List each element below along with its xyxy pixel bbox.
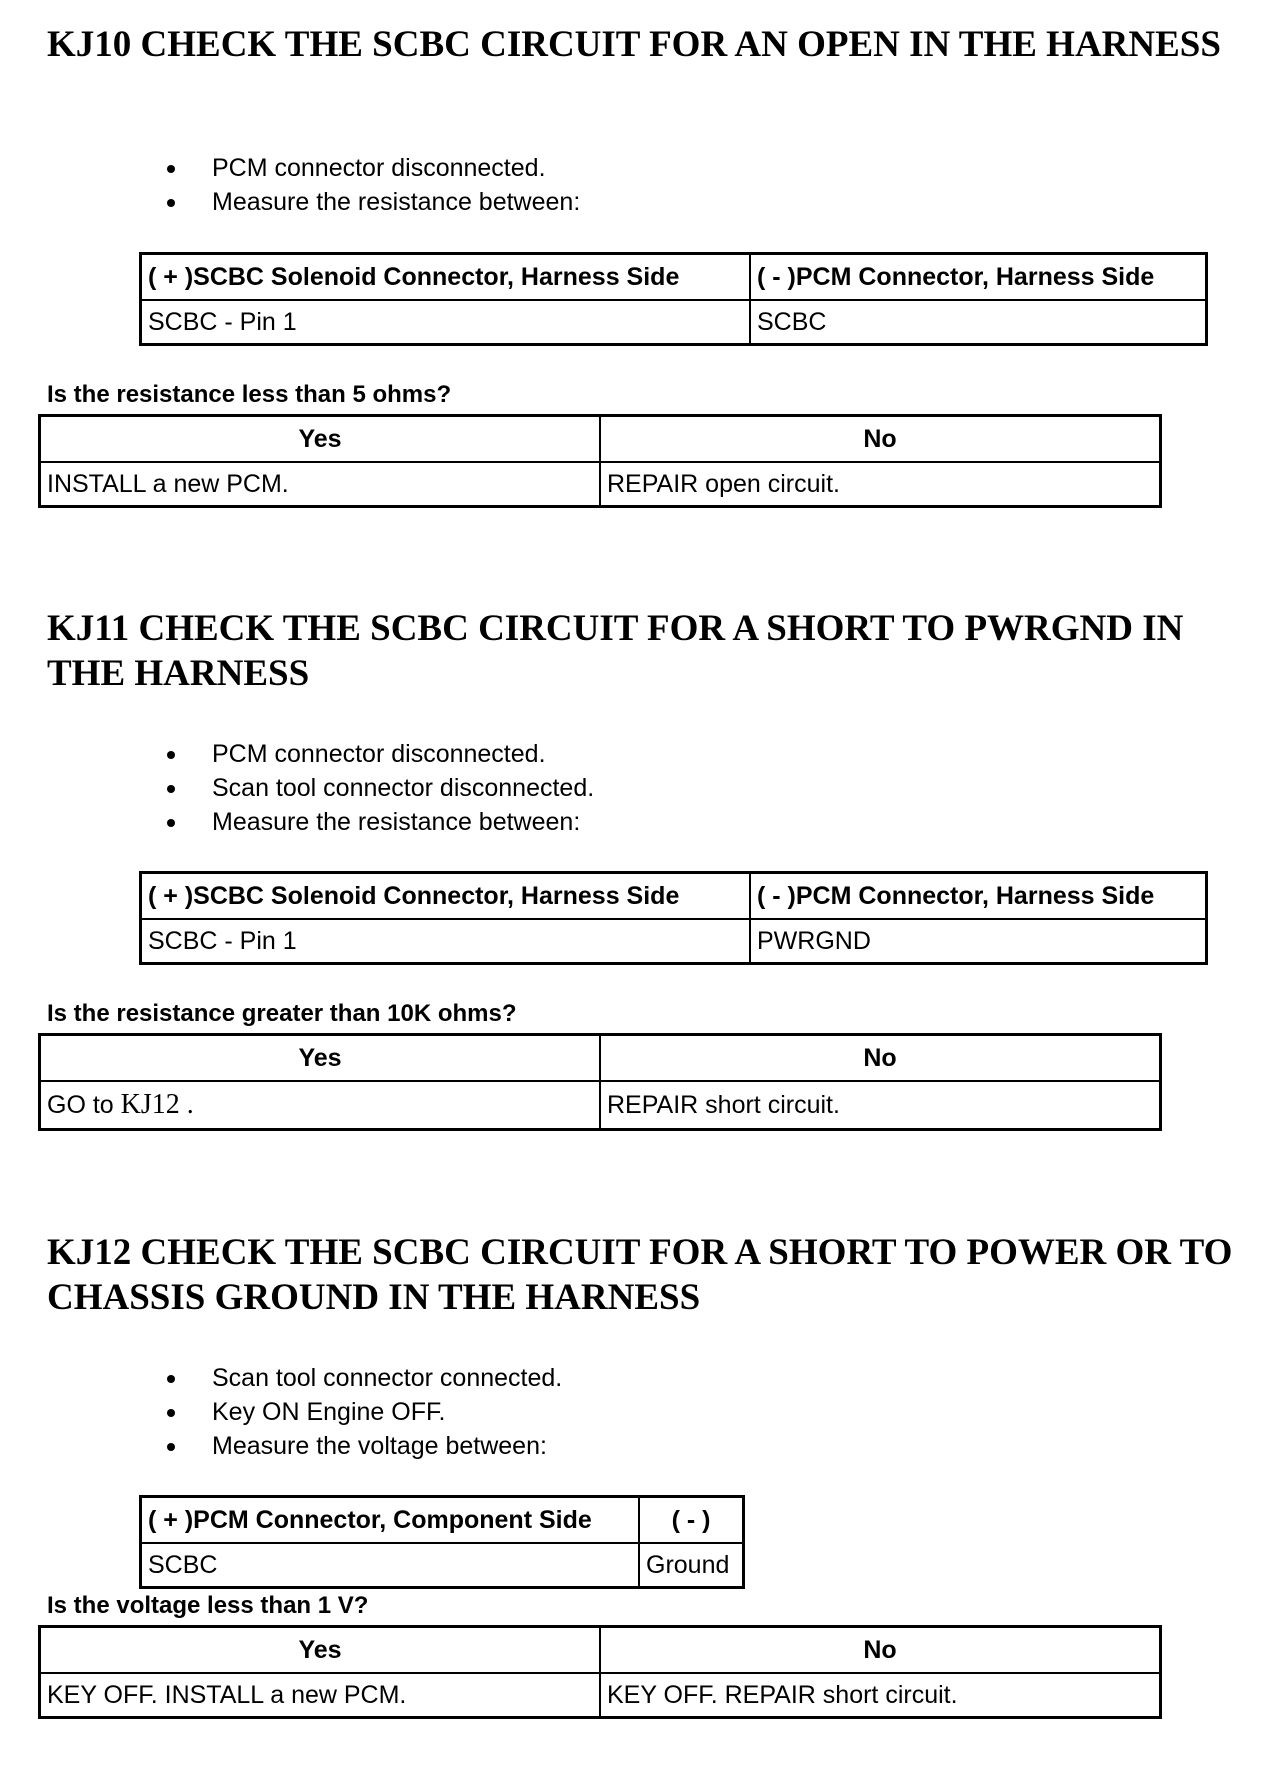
- kj11-question: Is the resistance greater than 10K ohms?: [47, 1000, 517, 1027]
- yes-action-prefix: GO to: [47, 1091, 114, 1119]
- kj12-measure-table: [139, 1495, 745, 1589]
- no-action: REPAIR open circuit.: [600, 462, 1161, 507]
- yes-action: KEY OFF. INSTALL a new PCM.: [40, 1673, 601, 1718]
- kj10-decision-table: [38, 414, 1162, 508]
- table-row: [141, 1543, 744, 1588]
- column-header: ( + )PCM Connector, Component Side: [141, 1497, 640, 1544]
- list-item: PCM connector disconnected.: [160, 737, 594, 771]
- kj12-question: Is the voltage less than 1 V?: [47, 1592, 369, 1619]
- kj12-title: KJ12 CHECK THE SCBC CIRCUIT FOR A SHORT TO POWER OR TO CHASSIS GROUND IN THE HARNESS: [47, 1232, 1233, 1318]
- kj12-decision-table: [38, 1625, 1162, 1719]
- no-action: KEY OFF. REPAIR short circuit.: [600, 1673, 1161, 1718]
- table-cell: SCBC - Pin 1: [141, 919, 751, 964]
- list-item: Measure the resistance between:: [160, 805, 594, 839]
- table-row: [40, 1081, 1161, 1130]
- kj10-question: Is the resistance less than 5 ohms?: [47, 381, 452, 408]
- table-cell: SCBC: [750, 300, 1207, 345]
- kj12-steps: [160, 1361, 562, 1463]
- kj10-steps: [160, 151, 580, 219]
- list-item: Key ON Engine OFF.: [160, 1395, 562, 1429]
- column-header: ( + )SCBC Solenoid Connector, Harness Side: [141, 254, 751, 301]
- kj10-measure-table: [139, 252, 1208, 346]
- yes-header: Yes: [40, 1627, 601, 1674]
- table-row: [40, 1673, 1161, 1718]
- list-item: PCM connector disconnected.: [160, 151, 580, 185]
- yes-header: Yes: [40, 1035, 601, 1082]
- table-cell: SCBC: [141, 1543, 640, 1588]
- list-item: Measure the resistance between:: [160, 185, 580, 219]
- no-header: No: [600, 416, 1161, 463]
- yes-action: [40, 1081, 601, 1130]
- kj11-steps: [160, 737, 594, 839]
- table-cell: Ground: [639, 1543, 744, 1588]
- kj12-reference[interactable]: KJ12 .: [120, 1089, 194, 1120]
- kj11-measure-table: [139, 871, 1208, 965]
- yes-header: Yes: [40, 416, 601, 463]
- table-row: [141, 300, 1207, 345]
- table-row: [40, 462, 1161, 507]
- list-item: Scan tool connector disconnected.: [160, 771, 594, 805]
- list-item: Measure the voltage between:: [160, 1429, 562, 1463]
- kj11-decision-table: [38, 1033, 1162, 1131]
- yes-action: INSTALL a new PCM.: [40, 462, 601, 507]
- no-header: No: [600, 1035, 1161, 1082]
- table-cell: SCBC - Pin 1: [141, 300, 751, 345]
- kj11-title: KJ11 CHECK THE SCBC CIRCUIT FOR A SHORT TO PWRGND IN THE HARNESS: [47, 608, 1184, 694]
- kj10-title: KJ10 CHECK THE SCBC CIRCUIT FOR AN OPEN IN THE HARNESS: [47, 24, 1221, 65]
- column-header: ( - )PCM Connector, Harness Side: [750, 873, 1207, 920]
- no-header: No: [600, 1627, 1161, 1674]
- column-header: ( - ): [639, 1497, 744, 1544]
- column-header: ( + )SCBC Solenoid Connector, Harness Side: [141, 873, 751, 920]
- table-row: [141, 919, 1207, 964]
- table-cell: PWRGND: [750, 919, 1207, 964]
- no-action: REPAIR short circuit.: [600, 1081, 1161, 1130]
- list-item: Scan tool connector connected.: [160, 1361, 562, 1395]
- column-header: ( - )PCM Connector, Harness Side: [750, 254, 1207, 301]
